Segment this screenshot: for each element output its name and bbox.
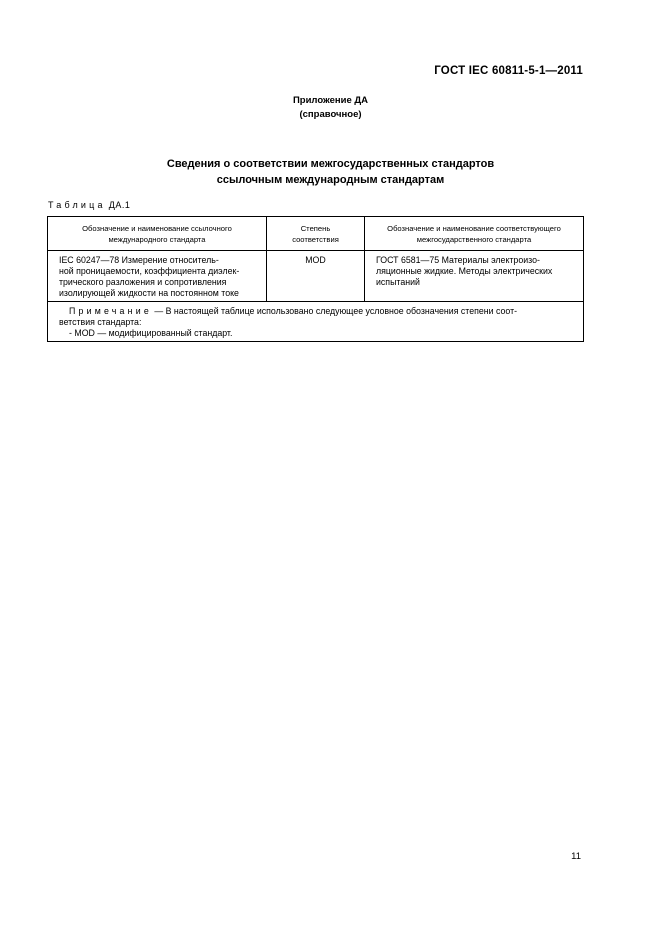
section-title-line1: Сведения о соответствии межгосударственных стандартов <box>166 158 495 170</box>
note-text-1: — В настоящей таблице использовано следующее условное обозначения степени соот- <box>154 306 518 316</box>
cell-interstate-standard: ГОСТ 6581—75 Материалы электроизо- ляционные жидкие. Методы электрических испытаний <box>365 251 584 302</box>
table-caption-number: ДА.1 <box>108 200 131 210</box>
table-caption-word: Таблица <box>48 200 106 210</box>
annex-subtitle: (справочное) <box>299 109 362 120</box>
cell-degree: MOD <box>267 251 365 302</box>
table-header-row <box>48 217 584 251</box>
header-international-standard: Обозначение и наименование ссылочного международного стандарта <box>48 217 267 251</box>
table-note-row <box>48 302 584 342</box>
note-text-2: ветствия стандарта: <box>59 317 142 327</box>
page-number: 11 <box>571 851 581 862</box>
cell-international-standard: IEC 60247—78 Измерение относитель- ной проницаемости, коэффициента диэлек- трического разложения и сопротивления изолирующей жидкости на постоянном токе <box>48 251 267 302</box>
section-title-line2: ссылочным международным стандартам <box>216 174 445 186</box>
header-degree-of-correspondence: Степень соответствия <box>267 217 365 251</box>
note-text-3: - MOD — модифицированный стандарт. <box>69 328 233 338</box>
section-title <box>0 156 661 188</box>
note-label: Примечание <box>69 306 152 316</box>
table-caption <box>48 200 130 210</box>
annex-heading <box>0 94 661 122</box>
header-interstate-standard: Обозначение и наименование соответствующего межгосударственного стандарта <box>365 217 584 251</box>
table-note <box>48 302 584 342</box>
correspondence-table <box>47 216 584 342</box>
standard-code: ГОСТ IEC 60811-5-1—2011 <box>434 65 583 77</box>
table-row <box>48 251 584 302</box>
annex-title: Приложение ДА <box>292 95 369 106</box>
